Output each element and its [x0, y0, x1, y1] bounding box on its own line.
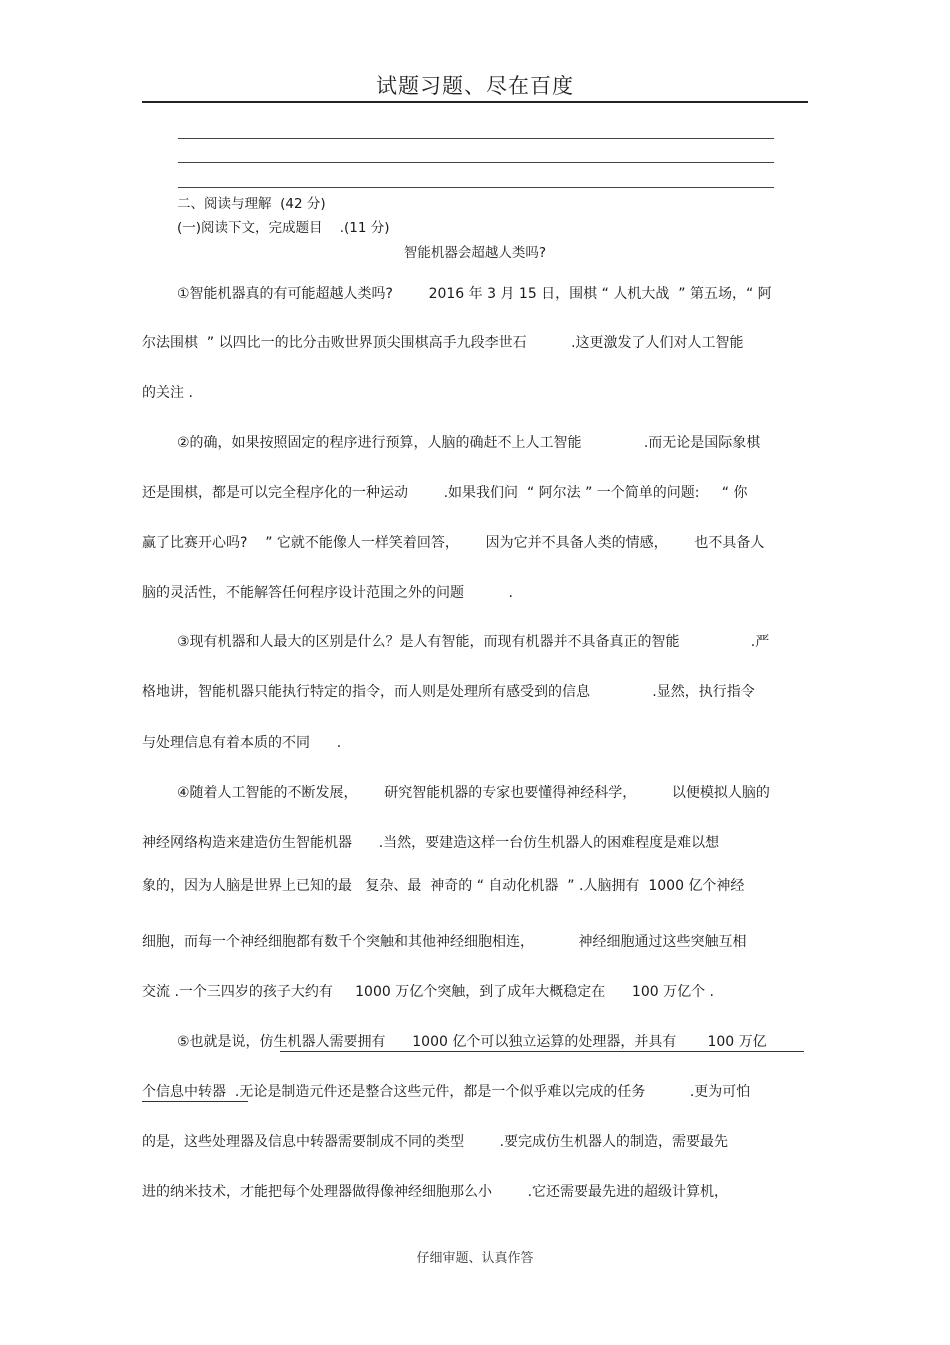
paragraph-4-line-4: 细胞，而每一个神经细胞都有数千个突触和其他神经细胞相连， 神经细胞通过这些突触互相	[142, 934, 747, 950]
paragraph-2-line-3: 赢了比赛开心吗? ” 它就不能像人一样笑着回答， 因为它并不具备人类的情感， 也不具备人	[142, 535, 765, 551]
answer-line	[178, 138, 774, 139]
page-footer: 仔细审题、认真作答	[416, 1251, 534, 1266]
paragraph-4-line-1: ④随着人工智能的不断发展， 研究智能机器的专家也要懂得神经科学， 以便模拟人脑的	[177, 785, 770, 801]
paragraph-1-line-2: 尔法围棋 ” 以四比一的比分击败世界顶尖围棋高手九段李世石 .这更激发了人们对人工智能	[142, 335, 744, 351]
paragraph-4-line-2: 神经网络构造来建造仿生智能机器 .当然，要建造这样一台仿生机器人的困难程度是难以想	[142, 835, 720, 851]
paragraph-1-line-3: 的关注 .	[142, 385, 193, 401]
paragraph-2-line-2: 还是围棋，都是可以完全程序化的一种运动 .如果我们问 “ 阿尔法 ” 一个简单的问题: “ 你	[142, 485, 748, 501]
section-subheading: (一)阅读下文，完成题目 .(11 分)	[177, 220, 390, 236]
paragraph-5-line-2: 个信息中转器 .无论是制造元件还是整合这些元件，都是一个似乎难以完成的任务 .更为可怕	[142, 1084, 751, 1100]
paragraph-5-line-3: 的是，这些处理器及信息中转器需要制成不同的类型 .要完成仿生机器人的制造，需要最先	[142, 1134, 729, 1150]
article-title: 智能机器会超越人类吗?	[403, 245, 547, 261]
paragraph-2-line-4: 脑的灵活性，不能解答任何程序设计范围之外的问题 .	[142, 585, 513, 601]
page-header-title: 试题习题、尽在百度	[376, 74, 574, 98]
underline-mark	[280, 1051, 804, 1052]
paragraph-2-line-1: ②的确，如果按照固定的程序进行预算，人脑的确赶不上人工智能 .而无论是国际象棋	[177, 435, 761, 451]
paragraph-5-line-4: 进的纳米技术，才能把每个处理器做得像神经细胞那么小 .它还需要最先进的超级计算机，	[142, 1184, 729, 1200]
paragraph-1-line-1: ①智能机器真的有可能超越人类吗? 2016 年 3 月 15 日，围棋 “ 人机大战 ” 第五场，“ 阿	[177, 286, 772, 302]
paragraph-4-line-5: 交流 .一个三四岁的孩子大约有 1000 万亿个突触，到了成年大概稳定在 100 万亿个 .	[142, 984, 715, 1000]
paragraph-3-line-1: ③现有机器和人最大的区别是什么？是人有智能，而现有机器并不具备真正的智能 .严	[177, 634, 770, 650]
underline-mark	[142, 1101, 248, 1102]
answer-line	[178, 162, 774, 163]
paragraph-4-line-3: 象的，因为人脑是世界上已知的最 复杂、最 神奇的 “ 自动化机器 ” .人脑拥有 1000 亿个神经	[142, 878, 745, 894]
header-rule	[142, 101, 808, 103]
paragraph-3-line-3: 与处理信息有着本质的不同 .	[142, 735, 342, 751]
paragraph-3-line-2: 格地讲，智能机器只能执行特定的指令，而人则是处理所有感受到的信息 .显然，执行指令	[142, 684, 755, 700]
paragraph-5-line-1: ⑤也就是说，仿生机器人需要拥有 1000 亿个可以独立运算的处理器，并具有 100 万亿	[177, 1034, 767, 1050]
answer-line	[178, 187, 774, 188]
section-heading: 二、阅读与理解 (42 分)	[177, 196, 326, 212]
